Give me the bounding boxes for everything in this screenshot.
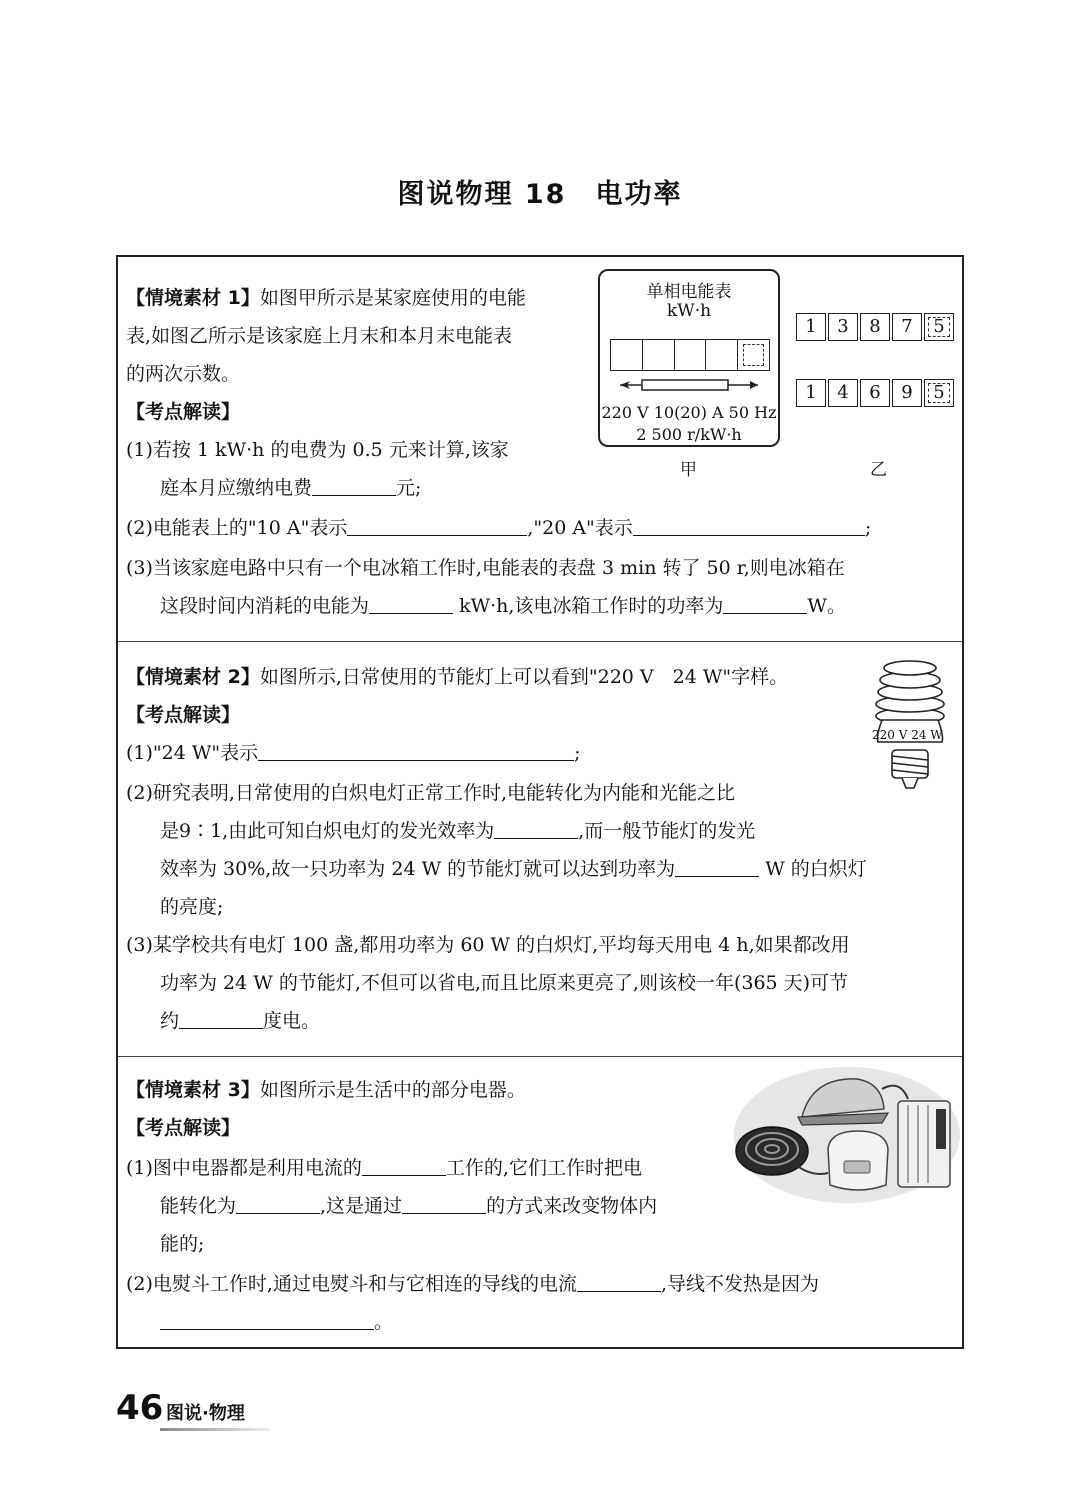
answer-blank[interactable] — [577, 1271, 661, 1292]
answer-blank[interactable] — [402, 1193, 486, 1214]
s2-q3c-pre: 约 — [160, 1010, 180, 1032]
s2-q2b-post: ,而一般节能灯的发光 — [578, 820, 756, 842]
s2-kaodian: 【考点解读】 — [126, 704, 241, 726]
s3-q1a-post: 工作的,它们工作时把电 — [445, 1157, 642, 1179]
s1-q2-mid: ,"20 A"表示 — [527, 517, 633, 539]
electric-meter — [598, 269, 780, 447]
appliances-image — [732, 1065, 962, 1207]
s2-q1-pre: (1)"24 W"表示 — [126, 742, 259, 764]
s3-q1b-post: 的方式来改变物体内 — [486, 1195, 658, 1217]
s3-q1b-mid: ,这是通过 — [320, 1195, 403, 1217]
s3-q2b — [160, 1309, 393, 1335]
s1-q1b-pre: 庭本月应缴纳电费 — [160, 477, 313, 499]
meter-disc-icon — [618, 375, 762, 395]
reading-this-month — [796, 379, 956, 409]
s1-q1b — [160, 475, 421, 501]
s2-q1-post: ; — [574, 742, 581, 764]
caption-b: 乙 — [870, 460, 887, 480]
meter-spec2: 2 500 r/kW·h — [636, 425, 742, 444]
s2-q2d: 的亮度; — [160, 896, 224, 918]
answer-blank[interactable] — [179, 1008, 263, 1029]
rice-cooker-icon — [828, 1131, 888, 1190]
digit: 4 — [828, 379, 858, 407]
s1-kaodian: 【考点解读】 — [126, 401, 241, 423]
s2-heading: 【情境素材 2】 — [126, 666, 260, 688]
s1-intro3: 的两次示数。 — [126, 363, 241, 385]
s3-q1c: 能的; — [160, 1233, 205, 1255]
s2-q2c-pre: 效率为 30%,故一只功率为 24 W 的节能灯就可以达到功率为 — [160, 858, 676, 880]
s2-q3c-post: 度电。 — [263, 1010, 321, 1032]
answer-blank[interactable] — [312, 475, 396, 496]
heater-icon — [898, 1101, 950, 1187]
s1-q3a: (3)当该家庭电路中只有一个电冰箱工作时,电能表的表盘 3 min 转了 50 r,则电冰箱在 — [126, 557, 845, 579]
bulb-label: 220 V 24 W — [872, 728, 943, 742]
answer-blank[interactable] — [494, 818, 578, 839]
s1-q1a: (1)若按 1 kW·h 的电费为 0.5 元来计算,该家 — [126, 439, 509, 461]
meter-unit: kW·h — [666, 301, 712, 321]
s2-q2b — [160, 818, 755, 844]
answer-blank[interactable] — [258, 740, 574, 761]
page-number: 46 — [116, 1388, 164, 1428]
digit: 3 — [828, 313, 858, 341]
s1-q2-pre: (2)电能表上的"10 A"表示 — [126, 517, 348, 539]
section-3 — [118, 1057, 962, 1349]
caption-a: 甲 — [680, 460, 697, 480]
section-1 — [118, 257, 962, 642]
s3-q1b-pre: 能转化为 — [160, 1195, 237, 1217]
answer-blank[interactable] — [347, 515, 527, 536]
s1-q3b-post: W。 — [807, 595, 846, 617]
s3-heading: 【情境素材 3】 — [126, 1079, 260, 1101]
energy-saving-bulb-icon — [866, 650, 954, 800]
meter-name: 单相电能表 — [646, 282, 732, 302]
s3-intro: 如图所示是生活中的部分电器。 — [259, 1079, 526, 1101]
s2-q3b: 功率为 24 W 的节能灯,不但可以省电,而且比原来更亮了,则该校一年(365 天)可节 — [160, 972, 849, 994]
page-title: 图说物理 18 电功率 — [397, 179, 683, 210]
s1-q2 — [126, 515, 871, 541]
digit: 8 — [860, 313, 890, 341]
digit: 7 — [892, 313, 922, 341]
s2-intro-line — [126, 664, 788, 690]
meter-digit-window — [610, 339, 770, 371]
s3-intro-line — [126, 1077, 526, 1103]
s1-intro1: 如图甲所示是某家庭使用的电能 — [259, 287, 526, 309]
s2-q2b-pre: 是9∶1,由此可知白炽电灯的发光效率为 — [160, 820, 495, 842]
answer-blank[interactable] — [236, 1193, 320, 1214]
answer-blank[interactable] — [723, 593, 807, 614]
s3-q1a-pre: (1)图中电器都是利用电流的 — [126, 1157, 362, 1179]
s1-q3b-mid: kW·h,该电冰箱工作时的功率为 — [459, 595, 724, 617]
s2-q2c-post: W 的白炽灯 — [765, 858, 867, 880]
digit: 6 — [860, 379, 890, 407]
s1-heading: 【情境素材 1】 — [126, 287, 260, 309]
reading-last-month — [796, 313, 956, 343]
s1-q2-post: ; — [864, 517, 872, 539]
s3-q2a-post: ,导线不发热是因为 — [660, 1273, 820, 1295]
s2-q1 — [126, 740, 581, 766]
s2-q2a: (2)研究表明,日常使用的白炽电灯正常工作时,电能转化为内能和光能之比 — [126, 782, 735, 804]
answer-blank[interactable] — [369, 593, 453, 614]
s3-kaodian: 【考点解读】 — [126, 1117, 241, 1139]
meter-spec1: 220 V 10(20) A 50 Hz — [601, 403, 777, 422]
digit: 9 — [892, 379, 922, 407]
digit-decimal: 5 — [924, 313, 954, 341]
answer-blank[interactable] — [633, 515, 865, 536]
answer-blank[interactable] — [675, 856, 759, 877]
footer-underline — [160, 1428, 270, 1431]
answer-blank[interactable] — [160, 1309, 374, 1330]
digit-decimal: 5 — [924, 379, 954, 407]
s2-q3a: (3)某学校共有电灯 100 盏,都用功率为 60 W 的白炽灯,平均每天用电 4 h,如果都改用 — [126, 934, 850, 956]
s1-q1b-post: 元; — [396, 477, 422, 499]
s2-intro: 如图所示,日常使用的节能灯上可以看到"220 V 24 W"字样。 — [259, 666, 789, 688]
digit: 1 — [796, 313, 826, 341]
s1-q3b-pre: 这段时间内消耗的电能为 — [160, 595, 370, 617]
s3-q1a — [126, 1155, 642, 1181]
s2-q2c — [160, 856, 867, 882]
s1-intro2: 表,如图乙所示是该家庭上月末和本月末电能表 — [126, 325, 513, 347]
s3-q2a-pre: (2)电熨斗工作时,通过电熨斗和与它相连的导线的电流 — [126, 1273, 577, 1295]
digit: 1 — [796, 379, 826, 407]
content-frame — [116, 255, 964, 1349]
s3-q2b-post: 。 — [374, 1311, 394, 1333]
book-label: 图说·物理 — [166, 1403, 245, 1424]
s2-q3c — [160, 1008, 320, 1034]
answer-blank[interactable] — [362, 1155, 446, 1176]
s1-intro-line1 — [126, 285, 526, 311]
section-2 — [118, 642, 962, 1057]
s3-q1b — [160, 1193, 657, 1219]
s3-q2a — [126, 1271, 819, 1297]
s1-q3b — [160, 593, 846, 619]
